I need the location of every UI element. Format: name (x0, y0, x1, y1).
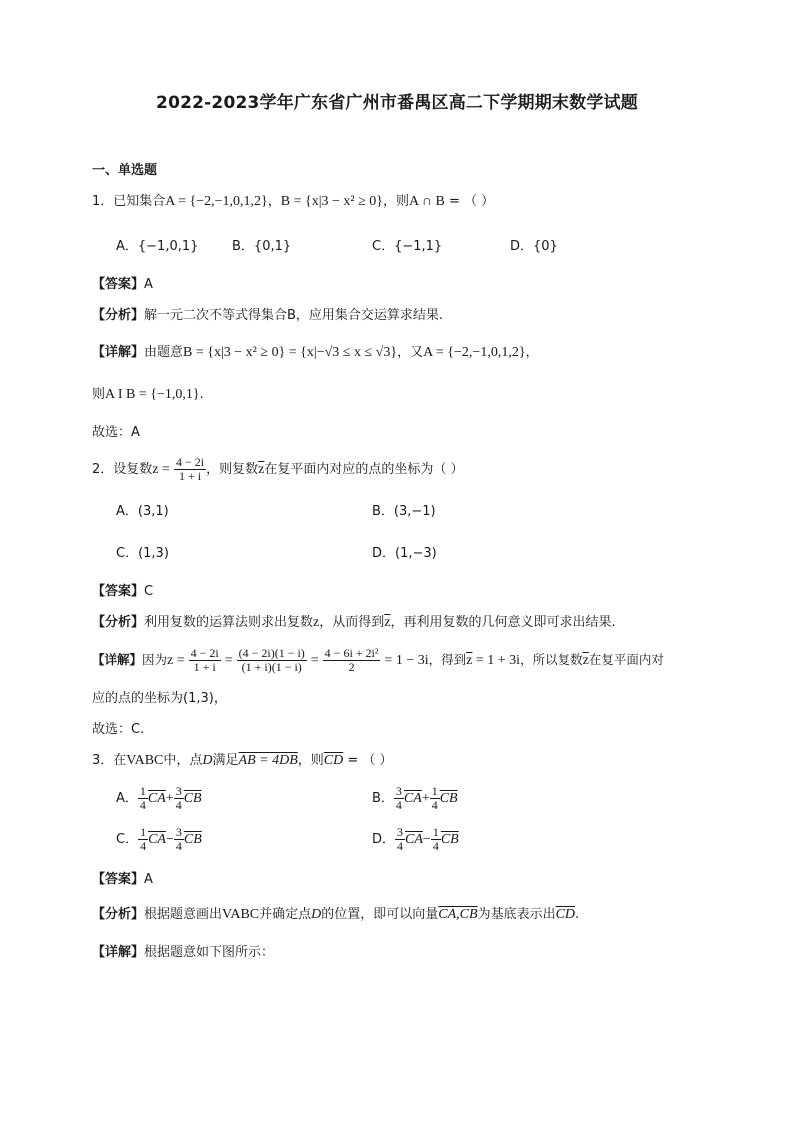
q1-analysis: 【分析】解一元二次不等式得集合B，应用集合交运算求结果. (92, 308, 444, 323)
q3-option-b: B． $\frac{3}{4}$ $\overline{CA}+$ $\frac{1}{4}$ $\overline{CB}$ (372, 784, 458, 812)
q1-set-b: B = {x|3 − x² ≥ 0} (280, 194, 384, 209)
q2-option-a: A．(3,1) (116, 504, 169, 519)
q2-fraction: $\frac{4 - 2i}{1 + i}$ (176, 455, 205, 483)
q1-choice: 故选：A (92, 425, 140, 440)
section-heading: 一、单选题 (92, 163, 158, 178)
q1-detail: 【详解】由题意B = {x|3 − x² ≥ 0} = {x|−√3 ≤ x ≤ √3}，又A = {−2,−1,0,1,2}， (92, 345, 539, 360)
q2-detail-line2: 应的点的坐标为(1,3)， (92, 691, 227, 706)
q1-detail-line2: 则A I B = {−1,0,1}. (92, 387, 204, 402)
q3-stem: 3．在VABC中，点D满足AB = 4DB，则$\overline{CD}$ = （ ） (92, 753, 393, 768)
q2-detail: 【详解】因为z = $\frac{4 - 2i}{1 + i}$ = $\frac{(4 - 2i)(1 - i)}{(1 + i)(1 - i)}$ = $\frac{\text{4 − 6i + 2i²}}{2}$ = 1 − 3i，得到$\overline{z} = 1 + 3i$，所以复数$\overline{z}$在复平面内对 (92, 646, 664, 674)
q2-answer: 【答案】C (92, 584, 154, 599)
q3-option-d: D． $\frac{3}{4}$ $\overline{CA}-$ $\frac{1}{4}$ $\overline{CB}$ (372, 825, 459, 853)
q1-option-c: C．{−1,1} (372, 239, 443, 254)
q1-option-d: D．{0} (510, 239, 558, 254)
q1-option-b: B．{0,1} (232, 239, 292, 254)
q3-analysis: 【分析】根据题意画出VABC并确定点D的位置，即可以向量CA,CB为基底表示出$\overline{CD}$. (92, 907, 580, 922)
q3-answer: 【答案】A (92, 872, 153, 887)
q3-detail: 【详解】根据题意如下图所示： (92, 945, 275, 960)
q3-option-a: A． $\frac{1}{4}$ $\overline{CA}+$ $\frac{3}{4}$ $\overline{CB}$ (116, 784, 202, 812)
q2-option-b: B．(3,−1) (372, 504, 436, 519)
q3-option-c: C． $\frac{1}{4}$ $\overline{CA}-$ $\frac{3}{4}$ $\overline{CB}$ (116, 825, 202, 853)
q1-stem: 1．已知集合A = {−2,−1,0,1,2}，B = {x|3 − x² ≥ 0}，则A ∩ B = （ ） (92, 194, 495, 209)
q2-analysis: 【分析】利用复数的运算法则求出复数z，从而得到$\overline{z}$，再利用复数的几何意义即可求出结果. (92, 615, 616, 630)
q1-option-a: A．{−1,0,1} (116, 239, 199, 254)
q1-answer: 【答案】A (92, 277, 153, 292)
q2-stem: 2．设复数z = $\frac{4 - 2i}{1 + i}$ ，则复数$\overline{z}$在复平面内对应的点的坐标为（ ） (92, 455, 464, 483)
page-title: 2022-2023学年广东省广州市番禺区高二下学期期末数学试题 (156, 93, 638, 113)
q1-expr: A ∩ B (409, 194, 445, 209)
q2-option-d: D．(1,−3) (372, 546, 437, 561)
q1-set-a: A = {−2,−1,0,1,2} (165, 194, 268, 209)
q2-choice: 故选：C. (92, 722, 145, 737)
q2-option-c: C．(1,3) (116, 546, 169, 561)
